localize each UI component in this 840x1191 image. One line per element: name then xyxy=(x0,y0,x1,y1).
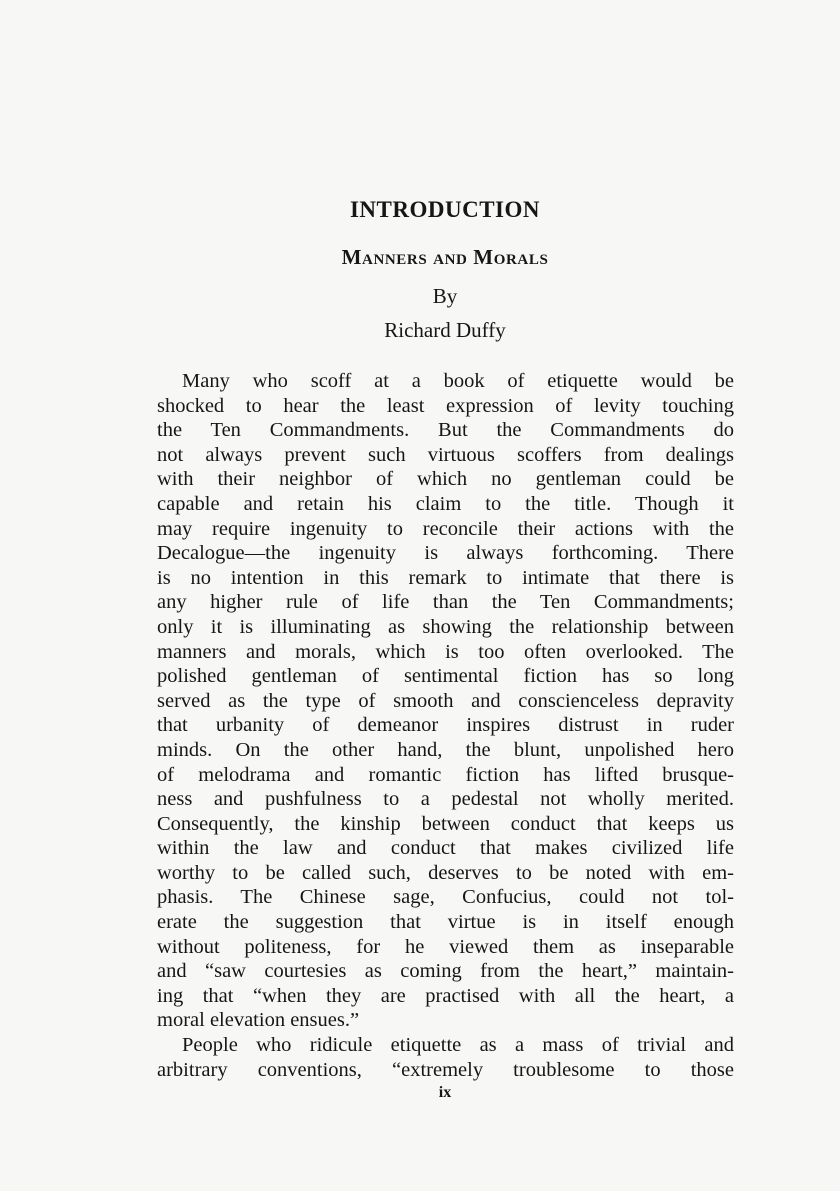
text-line: minds. On the other hand, the blunt, unpolished hero xyxy=(157,738,734,761)
page-number: ix xyxy=(438,1084,452,1101)
author-name: Richard Duffy xyxy=(384,318,506,342)
text-line: with their neighbor of which no gentleman could be xyxy=(157,468,734,491)
text-line: without politeness, for he viewed them as inseparable xyxy=(157,935,734,958)
text-line: and “saw courtesies as coming from the heart,” maintain- xyxy=(157,960,734,983)
text-line: phasis. The Chinese sage, Confucius, could not tol- xyxy=(157,886,734,909)
text-line: may require ingenuity to reconcile their actions with the xyxy=(157,517,734,540)
byline-by: By xyxy=(432,284,458,308)
text-line: within the law and conduct that makes civilized life xyxy=(157,837,734,860)
text-line: worthy to be called such, deserves to be noted with em- xyxy=(157,861,734,884)
text-line: ing that “when they are practised with all the heart, a xyxy=(157,984,734,1007)
text-line: not always prevent such virtuous scoffers from dealings xyxy=(157,443,734,466)
text-line: only it is illuminating as showing the relationship between xyxy=(157,615,734,638)
text-line: shocked to hear the least expression of levity touching xyxy=(157,394,734,417)
text-line: served as the type of smooth and conscienceless depravity xyxy=(157,689,734,712)
text-line: manners and morals, which is too often overlooked. The xyxy=(157,640,734,663)
text-line: Consequently, the kinship between conduct that keeps us xyxy=(157,812,734,835)
text-line: Decalogue—the ingenuity is always forthcoming. There xyxy=(157,542,734,565)
body-text xyxy=(157,369,734,1082)
text-line: erate the suggestion that virtue is in itself enough xyxy=(157,911,734,934)
text-line: capable and retain his claim to the title. Though it xyxy=(157,492,734,515)
text-line: is no intention in this remark to intimate that there is xyxy=(157,566,734,589)
text-line: People who ridicule etiquette as a mass of trivial and xyxy=(182,1034,734,1057)
text-line: of melodrama and romantic fiction has lifted brusque- xyxy=(157,763,734,786)
text-line: polished gentleman of sentimental fiction has so long xyxy=(157,665,734,688)
chapter-title: INTRODUCTION xyxy=(349,197,541,222)
text-line: that urbanity of demeanor inspires distrust in ruder xyxy=(157,714,734,737)
text-line: Many who scoff at a book of etiquette would be xyxy=(182,370,734,392)
text-line: moral elevation ensues.” xyxy=(157,1009,360,1032)
text-line: ness and pushfulness to a pedestal not wholly merited. xyxy=(157,788,734,811)
text-line: any higher rule of life than the Ten Commandments; xyxy=(157,591,734,614)
text-line: arbitrary conventions, “extremely troublesome to those xyxy=(157,1058,734,1081)
text-line: the Ten Commandments. But the Commandments do xyxy=(157,419,734,442)
chapter-subtitle: Manners and Morals xyxy=(341,245,549,269)
